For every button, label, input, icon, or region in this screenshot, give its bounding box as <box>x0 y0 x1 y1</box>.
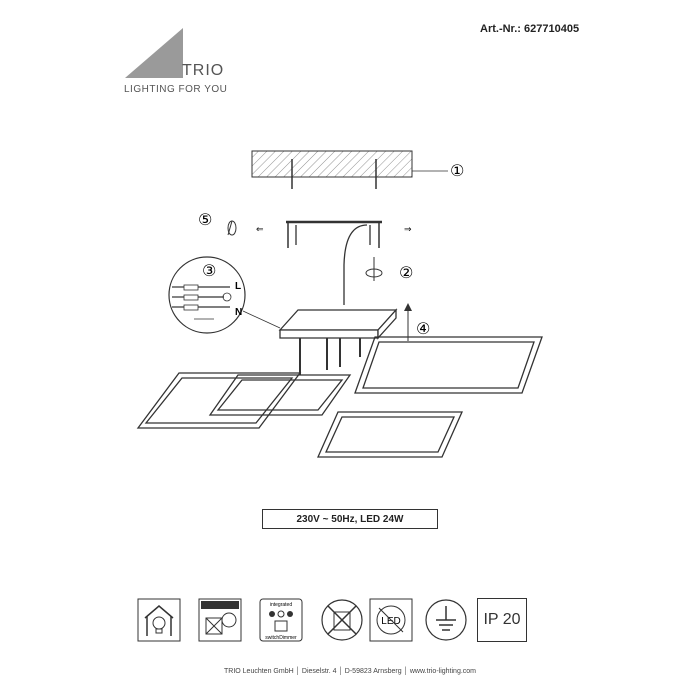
article-number: Art.-Nr.: 627710405 <box>480 23 580 35</box>
step-2-label: ② <box>399 263 414 282</box>
protective-earth-icon <box>424 598 468 642</box>
svg-text:⇐: ⇐ <box>256 224 264 234</box>
power-cable <box>344 225 367 305</box>
step-1-label: ① <box>450 161 465 180</box>
ceiling-plate <box>252 151 412 177</box>
indoor-use-icon <box>137 598 181 642</box>
step-4-label: ④ <box>416 319 431 338</box>
step-5-label: ⑤ <box>198 210 213 229</box>
step-3-label: ③ <box>202 261 217 280</box>
logo-triangle <box>125 28 183 78</box>
integrated-switch-dimmer-icon <box>259 598 303 642</box>
no-replaceable-bulb-icon <box>198 598 242 642</box>
integrated-label: integrated <box>269 602 293 608</box>
electrical-spec: 230V ~ 50Hz, LED 24W <box>262 509 438 529</box>
brand-tagline: LIGHTING FOR YOU <box>124 84 228 95</box>
footer-address: TRIO Leuchten GmbH │ Dieselstr. 4 │ D-59823 Arnsberg │ www.trio-lighting.com <box>224 668 476 675</box>
assembly-drawing <box>120 145 570 475</box>
ip-rating-label <box>477 598 527 642</box>
brand-name: TRIO <box>182 62 225 79</box>
switch-dimmer-label: switchDimmer <box>265 635 297 641</box>
svg-text:⇒: ⇒ <box>404 224 412 234</box>
neutral-label: N <box>235 307 243 318</box>
led-icon <box>369 598 413 642</box>
led-label: LED <box>381 616 401 627</box>
canopy <box>280 310 396 330</box>
ip-rating-text: IP 20 <box>483 611 521 628</box>
rotate-icon <box>228 221 236 235</box>
live-label: L <box>235 281 242 292</box>
no-disposal-icon <box>320 598 364 642</box>
